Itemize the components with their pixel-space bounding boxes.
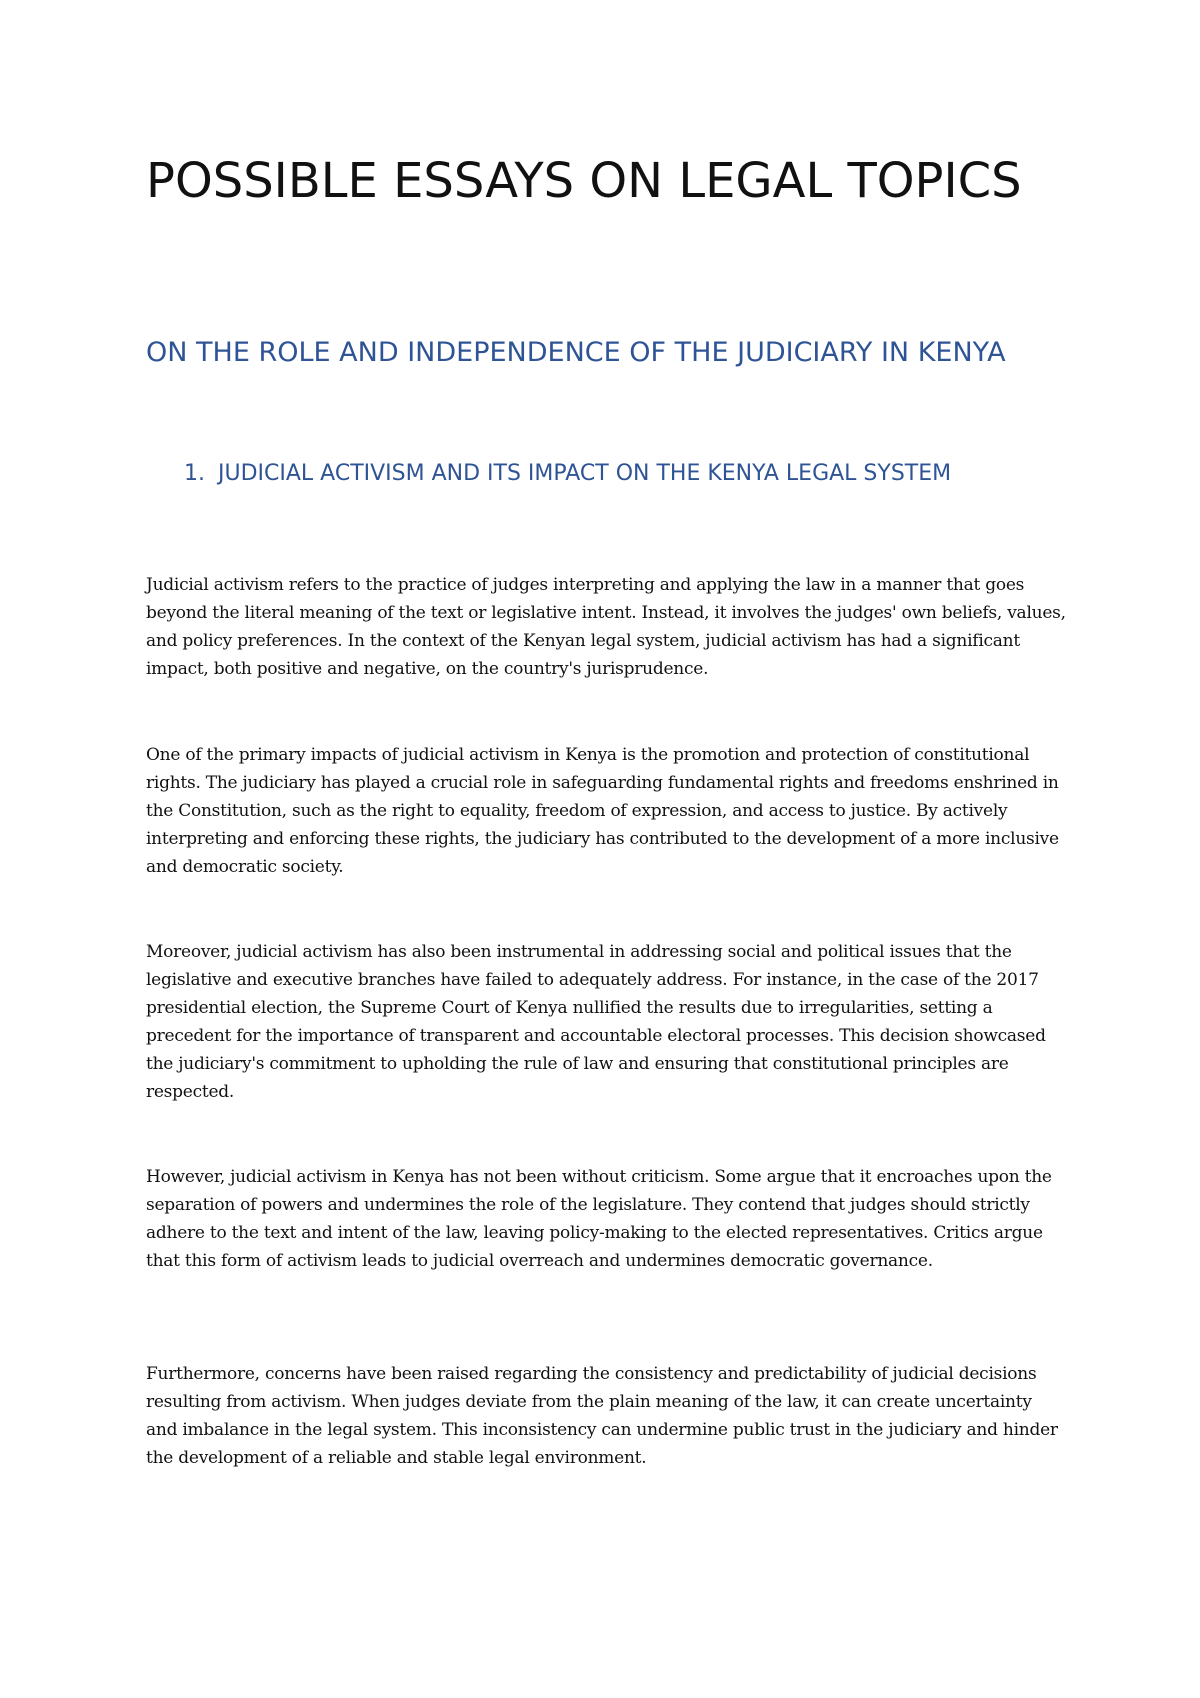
body-paragraph: Moreover, judicial activism has also been instrumental in addressing social and political issues that the legislative and executive branches have failed to adequately address. For instance, in the case of the 2017 presidential election, the Supreme Court of Kenya nullified the results due to irregularities, setting a precedent for the importance of transparent and accountable electoral processes. This decision showcased the judiciary's commitment to upholding the rule of law and ensuring that constitutional principles are respected. [146, 942, 1046, 1102]
body-paragraph: However, judicial activism in Kenya has not been without criticism. Some argue that it encroaches upon the separation of powers and undermines the role of the legislature. They contend that judges should strictly adhere to the text and intent of the law, leaving policy-making to the elected representatives. Critics argue that this form of activism leads to judicial overreach and undermines democratic governance. [146, 1167, 1052, 1271]
section-heading: ON THE ROLE AND INDEPENDENCE OF THE JUDICIARY IN KENYA [146, 337, 1006, 368]
subheading-text: JUDICIAL ACTIVISM AND ITS IMPACT ON THE KENYA LEGAL SYSTEM [218, 461, 952, 486]
numbered-subheading [184, 458, 1054, 490]
subheading-number: 1. [184, 461, 205, 486]
body-paragraph: Judicial activism refers to the practice of judges interpreting and applying the law in a manner that goes beyond the literal meaning of the text or legislative intent. Instead, it involves the judges' own beliefs, values, and policy preferences. In the context of the Kenyan legal system, judicial activism has had a significant impact, both positive and negative, on the country's jurisprudence. [146, 575, 1066, 679]
document-title: POSSIBLE ESSAYS ON LEGAL TOPICS [146, 153, 1022, 209]
body-paragraph: Furthermore, concerns have been raised regarding the consistency and predictability of judicial decisions resulting from activism. When judges deviate from the plain meaning of the law, it can create uncertainty and imbalance in the legal system. This inconsistency can undermine public trust in the judiciary and hinder the development of a reliable and stable legal environment. [146, 1364, 1058, 1468]
body-paragraph: One of the primary impacts of judicial activism in Kenya is the promotion and protection of constitutional rights. The judiciary has played a crucial role in safeguarding fundamental rights and freedoms enshrined in the Constitution, such as the right to equality, freedom of expression, and access to justice. By actively interpreting and enforcing these rights, the judiciary has contributed to the development of a more inclusive and democratic society. [146, 745, 1059, 877]
